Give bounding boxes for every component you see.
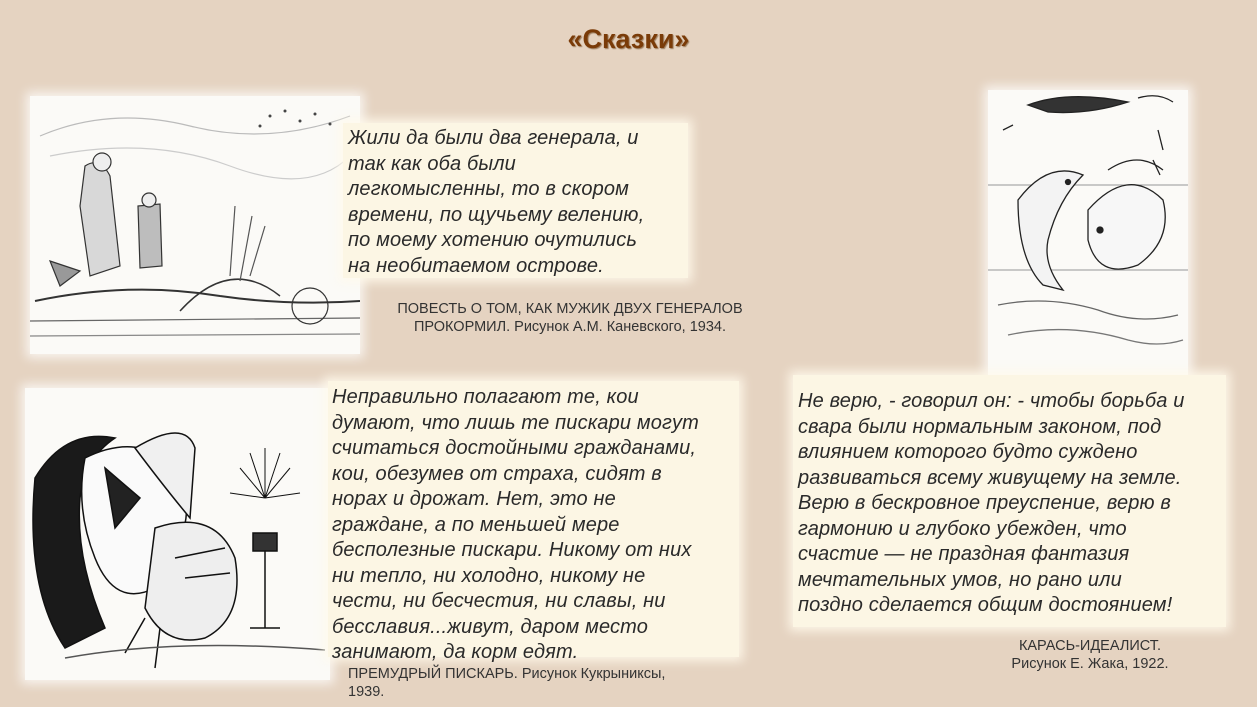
quote-line: легкомысленны, то в скором: [348, 178, 630, 200]
quote-line: развиваться всему живущему на земле.: [798, 466, 1182, 489]
quote-line: счастие — не праздная фантазия: [798, 543, 1130, 565]
quote-line: бесполезные пискари. Никому от них: [332, 539, 692, 561]
gudgeon-illustration: [25, 388, 330, 680]
quote-line: кои, обезумев от страха, сидят в: [332, 462, 662, 485]
two-generals-island-drawing-icon: [30, 96, 360, 354]
quote-line: норах и дрожат. Нет, это не: [332, 488, 616, 510]
quote-line: считаться достойными гражданами,: [332, 437, 697, 459]
quote-line: времени, по щучьему велению,: [348, 203, 645, 226]
gudgeon-caption: [348, 665, 748, 701]
caption-line: ПОВЕСТЬ О ТОМ, КАК МУЖИК ДВУХ ГЕНЕРАЛОВ: [397, 301, 743, 317]
caption-line: 1939.: [348, 684, 385, 700]
quote-line: влиянием которого будто суждено: [798, 441, 1138, 463]
quote-line: занимают, да корм едят.: [332, 641, 579, 663]
quote-line: так как оба были: [348, 152, 516, 175]
quote-line: на необитаемом острове.: [348, 254, 604, 277]
caption-line: ПРЕМУДРЫЙ ПИСКАРЬ. Рисунок Кукрыниксы,: [348, 666, 666, 682]
caption-line: ПРОКОРМИЛ. Рисунок А.М. Каневского, 1934.: [413, 319, 727, 335]
quote-line: думают, что лишь те пискари могут: [332, 411, 699, 434]
quote-line: Жили да были два генерала, и: [348, 127, 639, 149]
quote-line: граждане, а по меньшей мере: [332, 513, 620, 536]
gudgeon-quote: [328, 381, 739, 663]
quote-line: бесславия...живут, даром место: [332, 615, 649, 638]
quote-line: по моему хотению очутились: [348, 229, 638, 251]
quote-line: Верю в бескровное преуспение, верю в: [798, 492, 1172, 514]
carp-caption: [950, 637, 1230, 673]
caption-line: КАРАСЬ-ИДЕАЛИСТ.: [1018, 638, 1162, 654]
quote-line: Не верю, - говорил он: - чтобы борьба и: [798, 390, 1185, 412]
generals-quote: [343, 123, 688, 278]
carp-illustration: [988, 90, 1188, 375]
quote-line: свара были нормальным законом, под: [798, 415, 1162, 438]
quote-line: Неправильно полагают те, кои: [332, 386, 639, 408]
quote-line: чести, ни бесчестия, ни славы, ни: [332, 590, 666, 612]
fish-drawing-icon: [988, 90, 1188, 375]
quote-line: поздно сделается общим достоянием!: [798, 594, 1173, 616]
slide-title: «Сказки»: [567, 24, 690, 54]
carp-quote: [793, 375, 1226, 627]
generals-illustration: [30, 96, 360, 354]
quote-line: мечтательных умов, но рано или: [798, 568, 1122, 591]
generals-caption: [355, 300, 785, 336]
quote-line: гармонию и глубоко убежден, что: [798, 517, 1127, 540]
quote-line: ни тепло, ни холодно, никому не: [332, 564, 646, 587]
caption-line: Рисунок Е. Жака, 1922.: [1011, 656, 1169, 672]
wise-gudgeon-drawing-icon: [25, 388, 330, 680]
